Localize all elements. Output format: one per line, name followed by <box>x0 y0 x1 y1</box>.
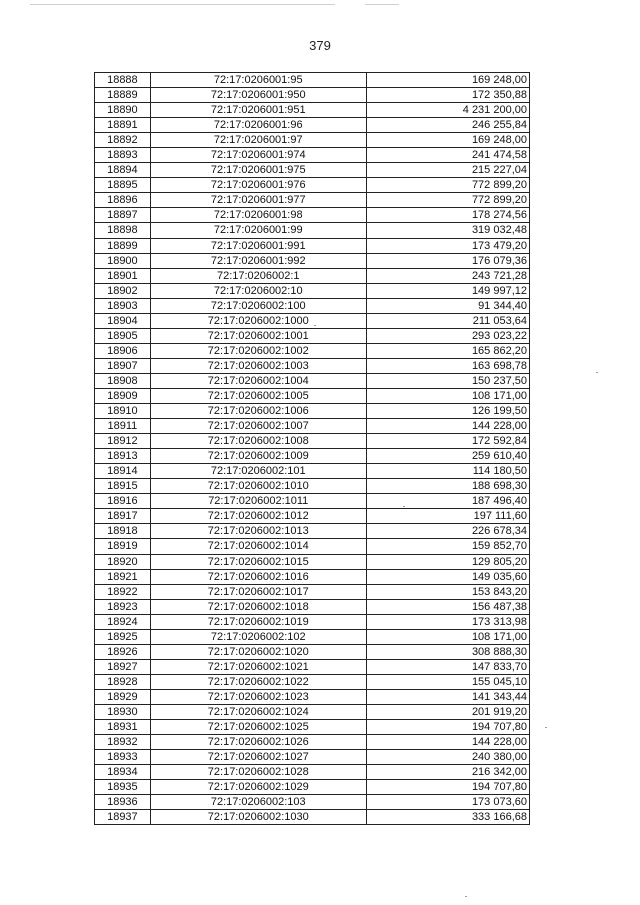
cadastral-number-cell: 72:17:0206002:1003 <box>150 358 366 373</box>
row-number-cell: 18903 <box>95 298 151 313</box>
table-row <box>95 539 530 554</box>
table-row <box>95 674 530 689</box>
value-cell: 226 678,34 <box>366 524 529 539</box>
table-row <box>95 238 530 253</box>
value-cell: 176 079,36 <box>366 253 529 268</box>
table-row <box>95 720 530 735</box>
row-number-cell: 18888 <box>95 73 151 88</box>
row-number-cell: 18892 <box>95 133 151 148</box>
value-cell: 169 248,00 <box>366 73 529 88</box>
value-cell: 149 035,60 <box>366 569 529 584</box>
cadastral-number-cell: 72:17:0206001:97 <box>150 133 366 148</box>
value-cell: 114 180,50 <box>366 464 529 479</box>
table-row <box>95 283 530 298</box>
row-number-cell: 18906 <box>95 343 151 358</box>
row-number-cell: 18907 <box>95 358 151 373</box>
cadastral-number-cell: 72:17:0206002:1010 <box>150 479 366 494</box>
cadastral-number-cell: 72:17:0206002:1011 <box>150 494 366 509</box>
table-row <box>95 343 530 358</box>
cadastral-number-cell: 72:17:0206002:1018 <box>150 599 366 614</box>
row-number-cell: 18910 <box>95 404 151 419</box>
cadastral-number-cell: 72:17:0206002:1007 <box>150 419 366 434</box>
cadastral-number-cell: 72:17:0206002:1014 <box>150 539 366 554</box>
row-number-cell: 18919 <box>95 539 151 554</box>
value-cell: 108 171,00 <box>366 629 529 644</box>
cadastral-number-cell: 72:17:0206002:1021 <box>150 659 366 674</box>
value-cell: 149 997,12 <box>366 283 529 298</box>
table-row <box>95 313 530 328</box>
cadastral-number-cell: 72:17:0206001:98 <box>150 208 366 223</box>
table-row <box>95 735 530 750</box>
value-cell: 144 228,00 <box>366 735 529 750</box>
cadastral-number-cell: 72:17:0206001:992 <box>150 253 366 268</box>
table-row <box>95 464 530 479</box>
row-number-cell: 18928 <box>95 674 151 689</box>
value-cell: 319 032,48 <box>366 223 529 238</box>
table-body <box>95 73 530 825</box>
row-number-cell: 18898 <box>95 223 151 238</box>
row-number-cell: 18930 <box>95 704 151 719</box>
table-row <box>95 193 530 208</box>
row-number-cell: 18929 <box>95 689 151 704</box>
table-row <box>95 358 530 373</box>
cadastral-number-cell: 72:17:0206002:1019 <box>150 614 366 629</box>
table-row <box>95 103 530 118</box>
cadastral-number-cell: 72:17:0206001:951 <box>150 103 366 118</box>
value-cell: 169 248,00 <box>366 133 529 148</box>
cadastral-number-cell: 72:17:0206002:1022 <box>150 674 366 689</box>
table-row <box>95 404 530 419</box>
table-row <box>95 434 530 449</box>
row-number-cell: 18936 <box>95 795 151 810</box>
value-cell: 126 199,50 <box>366 404 529 419</box>
row-number-cell: 18921 <box>95 569 151 584</box>
table-row <box>95 118 530 133</box>
table-row <box>95 419 530 434</box>
value-cell: 246 255,84 <box>366 118 529 133</box>
table-row <box>95 599 530 614</box>
row-number-cell: 18894 <box>95 163 151 178</box>
table-row <box>95 178 530 193</box>
table-row <box>95 524 530 539</box>
row-number-cell: 18917 <box>95 509 151 524</box>
table-row <box>95 253 530 268</box>
cadastral-number-cell: 72:17:0206001:95 <box>150 73 366 88</box>
value-cell: 772 899,20 <box>366 193 529 208</box>
row-number-cell: 18926 <box>95 644 151 659</box>
table-row <box>95 148 530 163</box>
value-cell: 259 610,40 <box>366 449 529 464</box>
row-number-cell: 18905 <box>95 328 151 343</box>
cadastral-number-cell: 72:17:0206002:1029 <box>150 780 366 795</box>
scan-speck <box>545 727 547 728</box>
value-cell: 141 343,44 <box>366 689 529 704</box>
row-number-cell: 18925 <box>95 629 151 644</box>
value-cell: 187 496,40 <box>366 494 529 509</box>
table-row <box>95 765 530 780</box>
value-cell: 155 045,10 <box>366 674 529 689</box>
row-number-cell: 18904 <box>95 313 151 328</box>
value-cell: 211 053,64 <box>366 313 529 328</box>
value-cell: 172 350,88 <box>366 88 529 103</box>
row-number-cell: 18922 <box>95 584 151 599</box>
row-number-cell: 18920 <box>95 554 151 569</box>
value-cell: 194 707,80 <box>366 780 529 795</box>
value-cell: 333 166,68 <box>366 810 529 825</box>
table-row <box>95 479 530 494</box>
row-number-cell: 18908 <box>95 373 151 388</box>
cadastral-number-cell: 72:17:0206002:1008 <box>150 434 366 449</box>
row-number-cell: 18893 <box>95 148 151 163</box>
cadastral-number-cell: 72:17:0206001:950 <box>150 88 366 103</box>
cadastral-number-cell: 72:17:0206002:1028 <box>150 765 366 780</box>
row-number-cell: 18912 <box>95 434 151 449</box>
table-row <box>95 644 530 659</box>
row-number-cell: 18937 <box>95 810 151 825</box>
value-cell: 144 228,00 <box>366 419 529 434</box>
table-row <box>95 689 530 704</box>
value-cell: 147 833,70 <box>366 659 529 674</box>
cadastral-number-cell: 72:17:0206001:975 <box>150 163 366 178</box>
table-row <box>95 328 530 343</box>
table-row <box>95 268 530 283</box>
value-cell: 241 474,58 <box>366 148 529 163</box>
cadastral-number-cell: 72:17:0206002:1015 <box>150 554 366 569</box>
value-cell: 159 852,70 <box>366 539 529 554</box>
value-cell: 163 698,78 <box>366 358 529 373</box>
value-cell: 4 231 200,00 <box>366 103 529 118</box>
cadastral-number-cell: 72:17:0206002:1 <box>150 268 366 283</box>
cadastral-number-cell: 72:17:0206002:1002 <box>150 343 366 358</box>
scan-speck <box>403 506 405 507</box>
cadastral-number-cell: 72:17:0206002:103 <box>150 795 366 810</box>
scan-speck <box>314 325 316 326</box>
cadastral-number-cell: 72:17:0206002:1013 <box>150 524 366 539</box>
cadastral-number-cell: 72:17:0206002:1016 <box>150 569 366 584</box>
value-cell: 150 237,50 <box>366 373 529 388</box>
value-cell: 156 487,38 <box>366 599 529 614</box>
table-row <box>95 388 530 403</box>
row-number-cell: 18889 <box>95 88 151 103</box>
value-cell: 772 899,20 <box>366 178 529 193</box>
cadastral-number-cell: 72:17:0206002:1006 <box>150 404 366 419</box>
row-number-cell: 18924 <box>95 614 151 629</box>
cadastral-number-cell: 72:17:0206002:1001 <box>150 328 366 343</box>
cadastral-number-cell: 72:17:0206001:991 <box>150 238 366 253</box>
cadastral-number-cell: 72:17:0206002:1020 <box>150 644 366 659</box>
value-cell: 173 073,60 <box>366 795 529 810</box>
value-cell: 129 805,20 <box>366 554 529 569</box>
row-number-cell: 18902 <box>95 283 151 298</box>
cadastral-number-cell: 72:17:0206002:1030 <box>150 810 366 825</box>
row-number-cell: 18896 <box>95 193 151 208</box>
row-number-cell: 18932 <box>95 735 151 750</box>
scan-speck <box>596 372 598 373</box>
value-cell: 240 380,00 <box>366 750 529 765</box>
cadastral-number-cell: 72:17:0206002:1009 <box>150 449 366 464</box>
row-number-cell: 18890 <box>95 103 151 118</box>
table-row <box>95 298 530 313</box>
value-cell: 165 862,20 <box>366 343 529 358</box>
table-row <box>95 584 530 599</box>
row-number-cell: 18927 <box>95 659 151 674</box>
value-cell: 216 342,00 <box>366 765 529 780</box>
cadastral-number-cell: 72:17:0206002:100 <box>150 298 366 313</box>
scan-speck <box>465 896 467 897</box>
cadastral-value-table <box>94 72 530 825</box>
cadastral-number-cell: 72:17:0206002:1012 <box>150 509 366 524</box>
table-row <box>95 554 530 569</box>
cadastral-number-cell: 72:17:0206002:1024 <box>150 704 366 719</box>
value-cell: 173 479,20 <box>366 238 529 253</box>
cadastral-number-cell: 72:17:0206002:1017 <box>150 584 366 599</box>
row-number-cell: 18934 <box>95 765 151 780</box>
cadastral-number-cell: 72:17:0206002:1023 <box>150 689 366 704</box>
cadastral-number-cell: 72:17:0206002:1004 <box>150 373 366 388</box>
table-row <box>95 750 530 765</box>
cadastral-number-cell: 72:17:0206001:96 <box>150 118 366 133</box>
value-cell: 172 592,84 <box>366 434 529 449</box>
cadastral-number-cell: 72:17:0206002:1026 <box>150 735 366 750</box>
table-row <box>95 629 530 644</box>
value-cell: 108 171,00 <box>366 388 529 403</box>
table-row <box>95 795 530 810</box>
page-number: 379 <box>309 38 331 53</box>
row-number-cell: 18935 <box>95 780 151 795</box>
row-number-cell: 18931 <box>95 720 151 735</box>
value-cell: 243 721,28 <box>366 268 529 283</box>
cadastral-number-cell: 72:17:0206002:1027 <box>150 750 366 765</box>
value-cell: 308 888,30 <box>366 644 529 659</box>
row-number-cell: 18897 <box>95 208 151 223</box>
row-number-cell: 18933 <box>95 750 151 765</box>
table-row <box>95 133 530 148</box>
value-cell: 197 111,60 <box>366 509 529 524</box>
row-number-cell: 18914 <box>95 464 151 479</box>
cadastral-number-cell: 72:17:0206001:976 <box>150 178 366 193</box>
value-cell: 215 227,04 <box>366 163 529 178</box>
value-cell: 153 843,20 <box>366 584 529 599</box>
table-row <box>95 780 530 795</box>
row-number-cell: 18899 <box>95 238 151 253</box>
cadastral-number-cell: 72:17:0206002:1005 <box>150 388 366 403</box>
table-row <box>95 509 530 524</box>
scan-edge-mark <box>365 4 399 5</box>
table-row <box>95 569 530 584</box>
row-number-cell: 18895 <box>95 178 151 193</box>
row-number-cell: 18909 <box>95 388 151 403</box>
value-cell: 194 707,80 <box>366 720 529 735</box>
row-number-cell: 18915 <box>95 479 151 494</box>
value-cell: 188 698,30 <box>366 479 529 494</box>
table-row <box>95 704 530 719</box>
cadastral-number-cell: 72:17:0206002:102 <box>150 629 366 644</box>
table-row <box>95 163 530 178</box>
cadastral-number-cell: 72:17:0206001:977 <box>150 193 366 208</box>
table-row <box>95 810 530 825</box>
value-cell: 178 274,56 <box>366 208 529 223</box>
table-row <box>95 614 530 629</box>
row-number-cell: 18900 <box>95 253 151 268</box>
row-number-cell: 18916 <box>95 494 151 509</box>
value-cell: 91 344,40 <box>366 298 529 313</box>
table-row <box>95 373 530 388</box>
table-row <box>95 659 530 674</box>
row-number-cell: 18918 <box>95 524 151 539</box>
cadastral-number-cell: 72:17:0206002:1025 <box>150 720 366 735</box>
value-cell: 173 313,98 <box>366 614 529 629</box>
table-row <box>95 223 530 238</box>
table-row <box>95 449 530 464</box>
row-number-cell: 18911 <box>95 419 151 434</box>
cadastral-number-cell: 72:17:0206001:99 <box>150 223 366 238</box>
row-number-cell: 18913 <box>95 449 151 464</box>
row-number-cell: 18923 <box>95 599 151 614</box>
table-row <box>95 73 530 88</box>
cadastral-number-cell: 72:17:0206002:10 <box>150 283 366 298</box>
cadastral-number-cell: 72:17:0206002:1000 <box>150 313 366 328</box>
cadastral-number-cell: 72:17:0206001:974 <box>150 148 366 163</box>
row-number-cell: 18901 <box>95 268 151 283</box>
table-row <box>95 208 530 223</box>
value-cell: 293 023,22 <box>366 328 529 343</box>
row-number-cell: 18891 <box>95 118 151 133</box>
table-row <box>95 494 530 509</box>
cadastral-number-cell: 72:17:0206002:101 <box>150 464 366 479</box>
value-cell: 201 919,20 <box>366 704 529 719</box>
scan-edge-line <box>30 4 335 5</box>
table-row <box>95 88 530 103</box>
